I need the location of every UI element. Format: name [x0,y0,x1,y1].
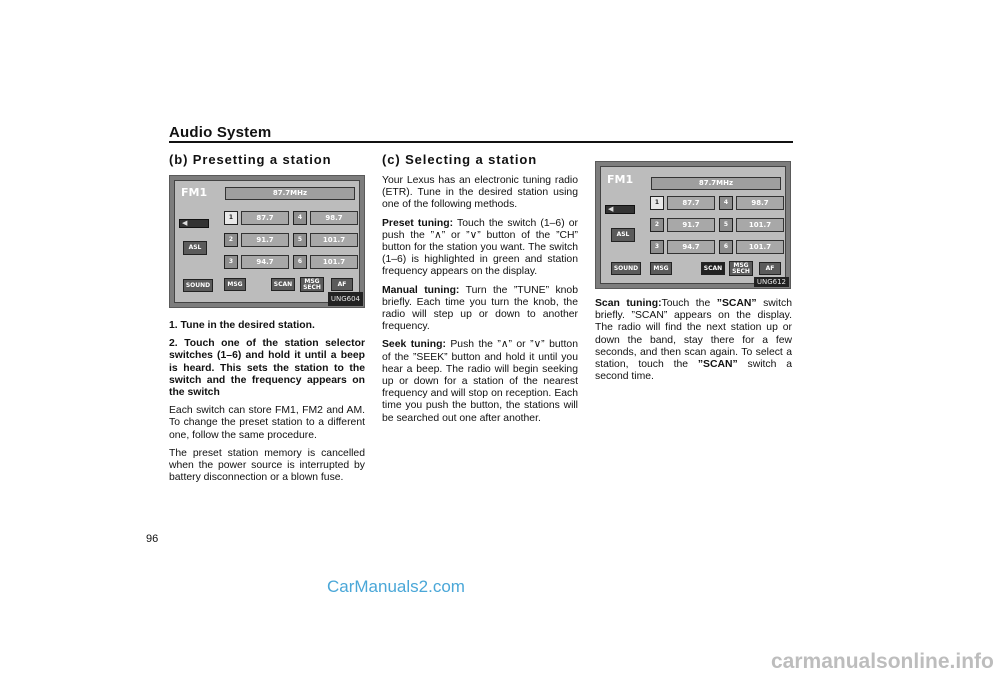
header-rule [169,141,793,143]
scan-text-1: Touch the [661,298,717,309]
preset-key-5[interactable]: 5 [293,233,307,247]
msg-button-2[interactable]: MSG [650,262,672,275]
msg-button[interactable]: MSG [224,278,246,291]
preset-freq-5[interactable]: 101.7 [310,233,358,247]
preset-freq-1-fig2[interactable]: 87.7 [667,196,715,210]
screen-display [174,180,360,303]
preset-key-4[interactable]: 4 [293,211,307,225]
preset-freq-4[interactable]: 98.7 [310,211,358,225]
frequency-display-2: 87.7MHz [651,177,781,190]
asl-button[interactable]: ASL [183,241,207,255]
preset-key-6-fig2[interactable]: 6 [719,240,733,254]
manual-tuning-text: Turn the ”TUNE” knob briefly. Each time you turn the knob, the radio will step up or down to another frequency. [382,284,578,333]
preset-freq-1[interactable]: 87.7 [241,211,289,225]
seek-tuning-para [382,339,578,424]
sound-button[interactable]: SOUND [183,279,213,292]
sound-button-2[interactable]: SOUND [611,262,641,275]
seek-tuning-text: Push the ”∧” or ”∨” button of the ”SEEK” button and hold it until you hear a beep. The radio will begin seeking up or down for a station of the nearest frequency and will stop on reception. Each time you push the button, the stations will be searched out one after another. [382,339,578,424]
band-label: FM1 [181,186,208,199]
scan-button-2[interactable]: SCAN [701,262,725,275]
preset-para-2: The preset station memory is cancelled when the power source is interrupted by battery disconnection or a blown fuse. [169,447,365,484]
scan-text-3: switch a second time. [595,359,793,383]
seek-tuning-term: Seek tuning: [382,339,446,351]
preset-freq-2-fig2[interactable]: 91.7 [667,218,715,232]
preset-key-3-fig2[interactable]: 3 [650,240,664,254]
radio-screen-figure-1 [169,175,365,308]
preset-tuning-text: Touch the switch (1–6) or push the ”∧” or ”∨” button of the ”CH” button for the station you want. The switch (1–6) is highlighted in green and station frequency appears on the display. [382,217,579,278]
preset-freq-6[interactable]: 101.7 [310,255,358,269]
column-scan [595,298,792,389]
scan-tuning-term: Scan tuning: [595,298,662,309]
preset-key-5-fig2[interactable]: 5 [719,218,733,232]
section-c-heading: (c) Selecting a station [382,152,538,167]
preset-key-1-fig2[interactable]: 1 [650,196,664,210]
scan-tuning-para [595,298,792,383]
speaker-icon: ◀ [179,219,209,228]
footer-site-logo: carmanualsonline.info [771,650,994,673]
screen-display-2 [600,166,786,284]
preset-key-1[interactable]: 1 [224,211,238,225]
speaker-icon: ◀ [605,205,635,214]
manual-tuning-term: Manual tuning: [382,284,460,296]
preset-freq-4-fig2[interactable]: 98.7 [736,196,784,210]
preset-key-6[interactable]: 6 [293,255,307,269]
preset-key-2[interactable]: 2 [224,233,238,247]
step-2: 2. Touch one of the station selector switches (1–6) and hold it until a beep is heard. This sets the station to the switch and the frequency appears on the switch [169,338,365,399]
column-selecting [382,152,578,431]
preset-freq-6-fig2[interactable]: 101.7 [736,240,784,254]
manual-tuning-para [382,285,578,334]
preset-key-2-fig2[interactable]: 2 [650,218,664,232]
step-1: 1. Tune in the desired station. [169,320,315,331]
frequency-display: 87.7MHz [225,187,355,200]
scan-switch-label-2: ”SCAN” [697,359,738,371]
scan-button[interactable]: SCAN [271,278,295,291]
preset-tuning-term: Preset tuning: [382,217,454,229]
preset-freq-5-fig2[interactable]: 101.7 [736,218,784,232]
msg-sech-line1-2: MSG [733,262,749,269]
preset-freq-3-fig2[interactable]: 94.7 [667,240,715,254]
preset-para-1: Each switch can store FM1, FM2 and AM. To change the preset station to a different one, follow the same procedure. [169,405,365,441]
column-presetting [169,152,365,490]
section-b-heading: (b) Presetting a station [169,152,332,167]
msg-sech-button-2[interactable] [729,261,753,276]
msg-sech-line1: MSG [304,278,320,285]
preset-freq-2[interactable]: 91.7 [241,233,289,247]
preset-tuning-para [382,218,578,279]
band-label-2: FM1 [607,173,634,186]
watermark-link[interactable]: CarManuals2.com [327,577,465,596]
af-button-2[interactable]: AF [759,262,781,275]
asl-button-2[interactable]: ASL [611,228,635,242]
page-header-title: Audio System [169,124,272,141]
preset-key-3[interactable]: 3 [224,255,238,269]
page-number: 96 [146,533,159,545]
figure-label-2: UNG612 [754,277,789,287]
figure-label: UNG604 [328,292,363,306]
msg-sech-line2-2: SECH [732,268,750,275]
preset-key-4-fig2[interactable]: 4 [719,196,733,210]
preset-freq-3[interactable]: 94.7 [241,255,289,269]
af-button[interactable]: AF [331,278,353,291]
radio-screen-figure-2 [595,161,791,289]
msg-sech-button[interactable] [300,277,324,292]
selecting-intro: Your Lexus has an electronic tuning radio (ETR). Tune in the desired station using one of the following methods. [382,175,578,211]
scan-switch-label: ”SCAN” [716,298,757,309]
scan-text-2: switch briefly. ”SCAN” appears on the display. The radio will find the next station up or down the band, stay there for a few seconds, and then scan again. To select a station, touch the [595,298,792,371]
msg-sech-line2: SECH [303,284,321,291]
